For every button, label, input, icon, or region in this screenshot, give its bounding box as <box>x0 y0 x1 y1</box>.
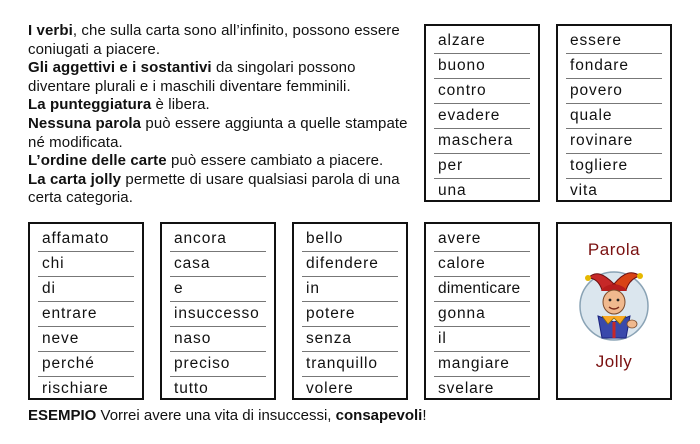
word-cell: vita <box>570 182 598 199</box>
word-cell: dimenticare <box>434 276 530 302</box>
rule-punctuation: La punteggiatura è libera. <box>28 96 210 114</box>
word-cell: contro <box>434 78 530 104</box>
word-card-bottom-3 <box>292 222 408 400</box>
word-cell: rovinare <box>566 128 662 154</box>
word-cell: rischiare <box>42 380 109 397</box>
rule-adjectives-nouns: Gli aggettivi e i sostantivi da singolari possono diventare plurali e i maschili diventare femminili. <box>28 59 356 95</box>
word-card-bottom-2 <box>160 222 276 400</box>
word-card-bottom-4 <box>424 222 540 400</box>
word-cell: bello <box>302 226 398 252</box>
word-cell: casa <box>170 251 266 277</box>
word-cell: e <box>170 276 266 302</box>
word-cell: maschera <box>434 128 530 154</box>
word-cell: essere <box>566 28 662 54</box>
word-cell: neve <box>38 326 134 352</box>
rule-jolly-card: La carta jolly permette di usare qualsiasi parola di una certa categoria. <box>28 170 400 207</box>
rules-text <box>28 22 418 208</box>
word-cell: togliere <box>566 153 662 179</box>
word-cell: per <box>434 153 530 179</box>
word-cell: chi <box>38 251 134 277</box>
word-cell: buono <box>434 53 530 79</box>
word-card-top-1 <box>424 24 540 202</box>
word-cell: gonna <box>434 301 530 327</box>
word-cell: tranquillo <box>302 351 398 377</box>
jolly-card-subtitle: Jolly <box>595 352 633 371</box>
word-cell: ancora <box>170 226 266 252</box>
word-cell: svelare <box>438 380 495 397</box>
word-card-top-2 <box>556 24 672 202</box>
example-sentence <box>28 407 427 424</box>
word-cell: una <box>438 182 467 199</box>
word-card-bottom-1 <box>28 222 144 400</box>
word-cell: calore <box>434 251 530 277</box>
jester-icon <box>574 264 654 348</box>
example-bold-word: consapevoli <box>335 407 423 424</box>
word-cell: in <box>302 276 398 302</box>
example-text: Vorrei avere una vita di insuccessi, <box>96 407 336 424</box>
word-cell: il <box>434 326 530 352</box>
word-cell: volere <box>306 380 354 397</box>
word-cell: fondare <box>566 53 662 79</box>
word-cell: avere <box>434 226 530 252</box>
word-cell: insuccesso <box>170 301 266 327</box>
rule-card-order: L’ordine delle carte può essere cambiato a piacere. <box>28 152 384 170</box>
word-cell: naso <box>170 326 266 352</box>
jolly-card <box>556 222 672 400</box>
rule-no-new-words: Nessuna parola può essere aggiunta a quelle stampate né modificata. <box>28 114 408 151</box>
word-cell: entrare <box>38 301 134 327</box>
word-cell: evadere <box>434 103 530 129</box>
example-end: ! <box>422 407 427 424</box>
rule-verbs: I verbi, che sulla carta sono all’infinito, possono essere coniugati a piacere. <box>28 22 400 58</box>
word-cell: tutto <box>174 380 209 397</box>
word-cell: difendere <box>302 251 398 277</box>
jolly-card-title: Parola <box>587 240 641 259</box>
word-cell: quale <box>566 103 662 129</box>
word-cell: potere <box>302 301 398 327</box>
word-cell: alzare <box>434 28 530 54</box>
word-cell: affamato <box>38 226 134 252</box>
word-cell: perché <box>38 351 134 377</box>
word-cell: mangiare <box>434 351 530 377</box>
word-cell: preciso <box>170 351 266 377</box>
example-label: ESEMPIO <box>28 407 97 424</box>
word-cell: senza <box>302 326 398 352</box>
word-cell: povero <box>566 78 662 104</box>
word-cell: di <box>38 276 134 302</box>
